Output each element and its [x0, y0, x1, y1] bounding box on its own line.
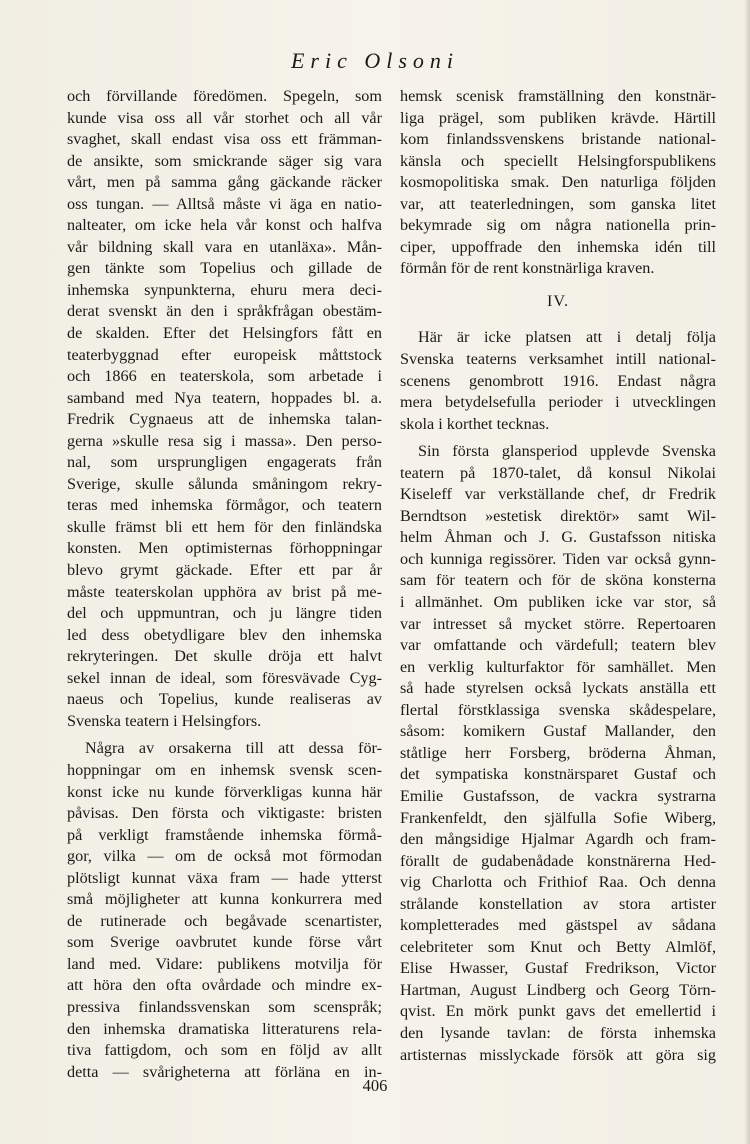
text-line: kunde visa oss all vår storhet och all vår	[67, 108, 382, 127]
text-line: vår bildning skall vara en utanläxa». Mån-	[67, 237, 382, 256]
text-line: Frankenfeldt, den själfulla Sofie Wiberg,	[400, 808, 716, 827]
right-paragraph-continued	[400, 86, 716, 280]
text-line: teaterbyggnad efter europeisk måttstock	[67, 345, 382, 364]
text-line: och 1866 en teaterskola, som arbetade i	[67, 367, 382, 386]
text-line: förmån för de rent konstnärliga kraven.	[400, 259, 655, 278]
text-line: mera betydelsefulla perioder i utvecklingen	[400, 393, 716, 412]
right-paragraph-b	[400, 441, 716, 1066]
page-number: 406	[362, 1076, 388, 1095]
text-line: gerna »skulle resa sig i massa». Den perso-	[67, 431, 382, 450]
text-line: kom finlandssvenskens bristande national-	[400, 130, 716, 149]
text-line: bekymrade sig om några nationella prin-	[400, 216, 716, 235]
text-line: pressiva finlandssvenskan som scenspråk;	[67, 997, 382, 1016]
text-line: Svenska teatern i Helsingfors.	[67, 711, 262, 730]
text-line: gor, vilka — om de också mot förmodan	[67, 847, 382, 866]
text-line: sam för teatern och för de sköna konsterna	[400, 571, 716, 590]
text-line: land med. Vidare: publikens motvilja för	[67, 954, 382, 973]
text-line: helm Åhman och J. G. Gustafsson nitiska	[400, 528, 716, 547]
text-line: hemsk scenisk framställning den konstnär-	[400, 87, 716, 105]
text-line: måste teaterskolan upphöra av brist på me-	[67, 582, 382, 601]
text-line: artisternas misslyckade försök att göra sig	[400, 1045, 716, 1064]
text-line: samband med Nya teatern, hoppades bl. a.	[67, 388, 382, 407]
text-line: Några av orsakerna till att dessa för-	[85, 739, 382, 758]
text-line: ciper, uppoffrade den inhemska idén till	[400, 237, 716, 256]
left-paragraph-2	[67, 738, 382, 1083]
text-line: vårt, men på samma gång gäckande räcker	[67, 173, 382, 192]
text-line: svaghet, skall endast visa oss ett främman-	[67, 130, 382, 149]
text-line: Fredrik Cygnaeus att de inhemska talan-	[67, 410, 382, 429]
text-line: små möjligheter att kunna konkurrera med	[67, 890, 382, 909]
text-line: nalteater, om icke hela vår konst och halfva	[67, 216, 382, 235]
text-line: ståtlige herr Forsberg, bröderna Åhman,	[400, 743, 716, 762]
text-line: Elise Hwasser, Gustaf Fredrikson, Victor	[400, 959, 716, 978]
text-line: Kiseleff var verkställande chef, dr Fredrik	[400, 485, 716, 504]
left-paragraph-1	[67, 86, 382, 732]
text-line: de ansikte, som smickrande säger sig vara	[67, 151, 382, 170]
text-line: den mångsidige Hjalmar Agardh och fram-	[400, 830, 716, 849]
text-line: Sverige, skulle sålunda småningom rekry-	[67, 474, 382, 493]
text-line: blevo grymt gäckade. Efter ett par år	[67, 561, 382, 580]
right-paragraph-a	[400, 327, 716, 435]
text-line: teatern på 1870-talet, då konsul Nikolai	[400, 463, 716, 482]
text-line: derat svenskt än den i språkfrågan obestäm-	[67, 302, 382, 321]
text-line: teras med inhemska förmågor, och teatern	[67, 496, 382, 515]
text-line: nal, som ursprungligen engagerats från	[67, 453, 382, 472]
text-line: skulle främst bli ett hem för den finländska	[67, 517, 382, 536]
text-line: påvisas. Den första och viktigaste: bristen	[67, 804, 382, 823]
text-line: på verkligt framstående inhemska förmå-	[67, 825, 382, 844]
text-line: som Sverige oavbrutet kunde förse vårt	[67, 933, 382, 952]
text-line: konst icke nu kunde förverkligas kunna här	[67, 782, 382, 801]
text-line: kosmopolitiska smak. Den naturliga följden	[400, 173, 716, 192]
text-line: gen tänkte som Topelius och gillade de	[67, 259, 382, 278]
text-line: Här är icke platsen att i detalj följa	[418, 328, 716, 347]
text-line: sekel innan de ideal, som föresvävade Cyg-	[67, 668, 382, 687]
text-line: strålande konstellation av stora artister	[400, 894, 716, 913]
text-line: Sin första glansperiod upplevde Svenska	[418, 442, 716, 461]
text-line: oss tungan. — Alltså måste vi äga en natio-	[67, 194, 382, 213]
text-line: det sympatiska konstnärsparet Gustaf och	[400, 765, 716, 784]
text-line: att höra den ofta ovårdade och mindre ex-	[67, 976, 382, 995]
text-line: Svenska teaterns verksamhet intill national-	[400, 350, 716, 369]
text-line: konsten. Men optimisternas förhoppningar	[67, 539, 382, 558]
text-line: kompletterades med gästspel av sådana	[400, 916, 716, 935]
text-line: qvist. En mörk punkt gavs det emellertid i	[400, 1002, 716, 1021]
text-line: skola i korthet tecknas.	[400, 414, 550, 433]
text-line: den lysande tavlan: de första inhemska	[400, 1023, 716, 1042]
page-edge-shadow	[744, 0, 750, 1144]
text-line: naeus och Topelius, kunde realiseras av	[67, 690, 382, 709]
text-line: så hade styrelsen också lyckats anställa ett	[400, 679, 716, 698]
text-line: den inhemska dramatiska litteraturens rela-	[67, 1019, 382, 1038]
text-line: Hartman, August Lindberg och Georg Törn-	[400, 980, 716, 999]
text-line: Berndtson »estetisk direktör» samt Wil-	[400, 506, 716, 525]
text-line: plötsligt kunnat växa fram — hade ytterst	[67, 868, 382, 887]
text-line: liga prägel, som publiken krävde. Härtill	[400, 108, 716, 127]
text-line: förallt de gudabenådade konstnärerna Hed-	[400, 851, 716, 870]
text-line: inhemska synpunkterna, ehuru mera deci-	[67, 280, 382, 299]
right-column	[400, 86, 716, 1066]
text-line: tiva fattigdom, och som en följd av allt	[67, 1041, 382, 1060]
text-line: känsla och speciellt Helsingforspublikens	[400, 151, 716, 170]
running-header: Eric Olsoni	[290, 48, 460, 73]
text-line: Emilie Gustafsson, de vackra systrarna	[400, 786, 716, 805]
text-line: rekryteringen. Det skulle dröja ett halvt	[67, 647, 382, 666]
text-line: led dess obetydligare blev den inhemska	[67, 625, 382, 644]
text-line: de skalden. Efter det Helsingfors fått en	[67, 324, 382, 343]
text-line: var, att teaterledningen, som ganska litet	[400, 194, 716, 213]
text-line: i allmänhet. Om publiken icke var stor, så	[400, 593, 716, 612]
text-line: var omfattande och värdefull; teatern blev	[400, 636, 716, 655]
text-line: en verklig kulturfaktor för samhället. Men	[400, 657, 716, 676]
text-line: hoppningar om en inhemsk svensk scen-	[67, 760, 382, 779]
text-line: del och uppmuntran, och ju längre tiden	[67, 604, 382, 623]
text-line: detta — svårigheterna att förläna en in-	[67, 1062, 382, 1081]
left-column	[67, 86, 382, 1083]
text-line: vig Charlotta och Frithiof Raa. Och denna	[400, 873, 716, 892]
text-line: de rutinerade och begåvade scenartister,	[67, 911, 382, 930]
text-line: celebriteter som Knut och Betty Almlöf,	[400, 937, 716, 956]
section-heading: IV.	[546, 291, 570, 310]
text-line: var intresset så mycket större. Repertoaren	[400, 614, 716, 633]
text-line: flertal förstklassiga svenska skådespelare,	[400, 700, 716, 719]
text-line: såsom: komikern Gustaf Mallander, den	[400, 722, 716, 741]
text-line: och förvillande föredömen. Spegeln, som	[67, 87, 382, 105]
text-line: scenens genombrott 1916. Endast några	[400, 371, 716, 390]
text-line: och kunniga regissörer. Tiden var också gynn-	[400, 549, 716, 568]
